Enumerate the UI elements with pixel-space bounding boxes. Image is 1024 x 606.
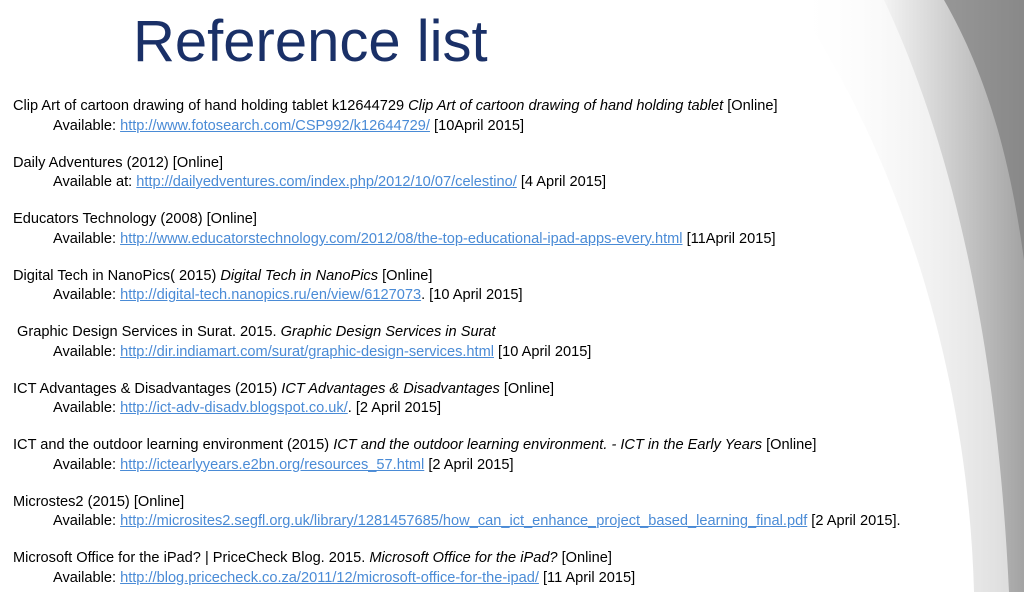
reference-tag: [Online]: [499, 380, 555, 397]
reference-source: Graphic Design Services in Surat. 2015.: [17, 324, 281, 340]
reference-item: [13, 97, 1013, 136]
reference-item: [13, 380, 1013, 419]
reference-link[interactable]: http://dir.indiamart.com/surat/graphic-design-services.html: [120, 343, 494, 360]
access-date: [4 April 2015]: [516, 174, 607, 190]
reference-italic-title: ICT and the outdoor learning environment. - ICT in the Early Years: [333, 437, 763, 453]
available-label: Available:: [53, 569, 121, 586]
reference-item: [13, 436, 1013, 475]
access-date: [2 April 2015]: [424, 456, 514, 473]
available-label: Available:: [53, 230, 121, 247]
access-date: [11 April 2015]: [538, 569, 636, 586]
reference-tag: [Online]: [557, 550, 612, 566]
reference-source: Microstes2 (2015) [Online]: [13, 493, 185, 510]
reference-item: [13, 154, 1013, 193]
available-label: Available at:: [53, 174, 137, 190]
reference-source: ICT Advantages & Disadvantages (2015): [13, 380, 282, 397]
reference-italic-title: ICT Advantages & Disadvantages: [281, 380, 500, 397]
available-label: Available:: [53, 513, 121, 529]
reference-list: [13, 97, 1013, 606]
reference-link[interactable]: http://www.educatorstechnology.com/2012/08/the-top-educational-ipad-apps-every.html: [120, 230, 683, 247]
access-date: [10April 2015]: [429, 117, 525, 134]
reference-link[interactable]: http://ict-adv-disadv.blogspot.co.uk/: [120, 400, 348, 416]
reference-italic-title: Microsoft Office for the iPad?: [369, 550, 558, 566]
available-label: Available:: [53, 456, 121, 473]
reference-source: Daily Adventures (2012) [Online]: [13, 154, 224, 171]
reference-tag: [Online]: [762, 437, 817, 453]
reference-link[interactable]: http://www.fotosearch.com/CSP992/k12644729/: [120, 117, 430, 134]
reference-source: Educators Technology (2008) [Online]: [13, 211, 257, 227]
access-date: [2 April 2015].: [807, 513, 901, 529]
reference-link[interactable]: http://blog.pricecheck.co.za/2011/12/microsoft-office-for-the-ipad/: [120, 569, 539, 586]
reference-item: [13, 549, 1013, 588]
reference-item: [13, 323, 1013, 362]
reference-item: [13, 267, 1013, 306]
access-date: [11April 2015]: [682, 230, 776, 247]
reference-link[interactable]: http://ictearlyyears.e2bn.org/resources_57.html: [120, 456, 425, 473]
available-label: Available:: [53, 400, 121, 416]
access-date: . [10 April 2015]: [421, 287, 523, 303]
reference-source: ICT and the outdoor learning environment (2015): [13, 437, 334, 453]
reference-tag: [Online]: [723, 98, 778, 114]
access-date: [10 April 2015]: [494, 343, 592, 360]
available-label: Available:: [53, 287, 121, 303]
reference-italic-title: Digital Tech in NanoPics: [220, 267, 379, 284]
reference-link[interactable]: http://dailyedventures.com/index.php/2012/10/07/celestino/: [136, 174, 517, 190]
reference-link[interactable]: http://digital-tech.nanopics.ru/en/view/6127073: [120, 287, 422, 303]
reference-italic-title: Graphic Design Services in Surat: [280, 324, 496, 340]
reference-italic-title: Clip Art of cartoon drawing of hand holding tablet: [408, 98, 724, 114]
available-label: Available:: [53, 117, 121, 134]
reference-source: Clip Art of cartoon drawing of hand holding tablet k12644729: [13, 98, 409, 114]
reference-source: Microsoft Office for the iPad? | PriceCheck Blog. 2015.: [13, 550, 370, 566]
access-date: . [2 April 2015]: [347, 400, 442, 416]
available-label: Available:: [53, 343, 121, 360]
reference-item: [13, 210, 1013, 249]
reference-link[interactable]: http://microsites2.segfl.org.uk/library/1281457685/how_can_ict_enhance_project_based_learning_final.pdf: [120, 513, 808, 529]
reference-item: [13, 493, 1013, 532]
reference-source: Digital Tech in NanoPics( 2015): [13, 267, 221, 284]
slide-title: Reference list: [133, 9, 488, 74]
reference-tag: [Online]: [378, 267, 433, 284]
